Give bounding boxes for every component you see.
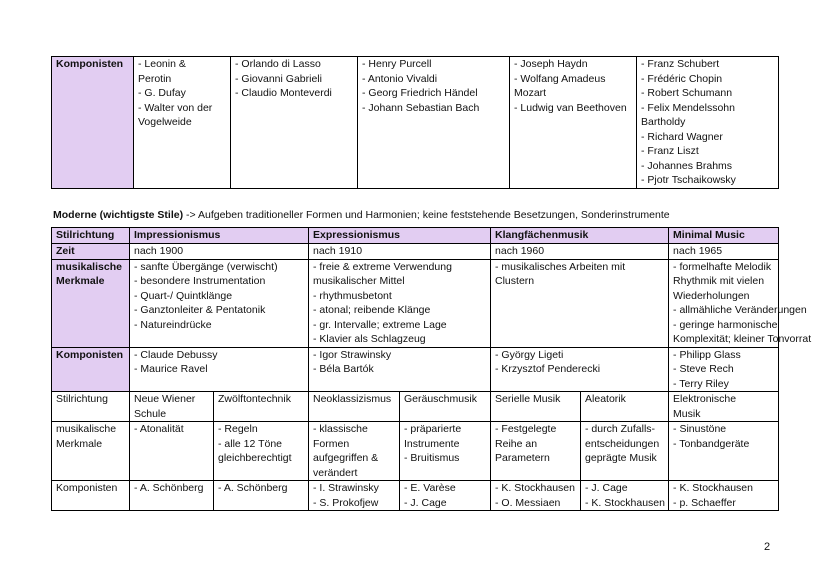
merkmal-line: gleichberechtigt — [218, 452, 292, 464]
merkmal-line: aufgegriffen & — [313, 452, 379, 464]
lower-header-cell — [400, 392, 491, 422]
merkmal-line: - präparierte — [404, 423, 462, 435]
composer-line: - Robert Schumann — [641, 87, 733, 99]
merkmal-line: musikalischer Mittel — [313, 275, 405, 287]
merkmal-line: geprägte Musik — [585, 452, 657, 464]
composer-line: - Richard Wagner — [641, 130, 723, 143]
lower-header-line: Zwölftontechnik — [218, 393, 291, 405]
lower-header-line: Neoklassizismus — [313, 393, 392, 405]
merkmal-line: Formen — [313, 437, 350, 450]
merkmal-line: - Regeln — [218, 423, 258, 435]
lower-merkmale-row — [52, 422, 779, 481]
modern-heading-description: -> Aufgeben traditioneller Formen und Harmonien; keine feststehende Besetzungen, Sonderinstrumente — [183, 209, 670, 221]
merkmale-label-line: musikalische — [56, 423, 117, 435]
lower-header-line: Aleatorik — [585, 393, 626, 405]
lower-komponisten-cell — [491, 481, 581, 511]
merkmal-line: - Klavier als Schlagzeug — [313, 333, 426, 345]
merkmale-label-line: Merkmale — [56, 437, 103, 450]
composer-line: - Franz Schubert — [641, 58, 720, 70]
merkmal-line: Reihe an — [495, 437, 538, 450]
lower-header-line: Musik — [673, 407, 701, 420]
zeit-cell: nach 1910 — [309, 243, 491, 259]
lower-merkmale-label — [52, 422, 130, 481]
merkmal-line: - Bruitismus — [404, 452, 460, 464]
modern-heading-title: Moderne (wichtigste Stile) — [53, 209, 184, 221]
merkmale-label-line: Merkmale — [56, 275, 105, 287]
merkmal-line: entscheidungen — [585, 437, 660, 450]
composer-line: - K. Stockhausen — [673, 482, 753, 494]
merkmal-line: - Quart-/ Quintklänge — [134, 289, 233, 302]
composer-line: - Antonio Vivaldi — [362, 72, 438, 85]
merkmale-cell — [491, 259, 669, 347]
composer-line: - Claudio Monteverdi — [235, 87, 332, 99]
lower-merkmale-cell — [669, 422, 779, 481]
composer-line: Mozart — [514, 87, 547, 99]
lower-head-row — [52, 392, 779, 422]
lower-merkmale-cell — [130, 422, 214, 481]
merkmal-line: - Atonalität — [134, 423, 184, 435]
merkmal-line: - durch Zufalls- — [585, 423, 656, 435]
lower-komponisten-cell — [130, 481, 214, 511]
composers-table — [51, 56, 779, 189]
merkmal-line: - musikalisches Arbeiten mit — [495, 260, 626, 273]
composer-line: Bartholdy — [641, 116, 686, 128]
komponisten-cell — [491, 347, 669, 392]
lower-header-cell — [130, 392, 214, 422]
page-number: 2 — [764, 541, 771, 553]
zeit-cell: nach 1965 — [669, 243, 779, 259]
composer-line: - O. Messiaen — [495, 496, 561, 509]
composers-cell — [231, 57, 358, 189]
composer-line: - G. Dufay — [138, 87, 186, 99]
composers-cell — [134, 57, 231, 189]
zeit-label: Zeit — [52, 243, 130, 259]
modern-heading — [53, 208, 670, 223]
composer-line: - György Ligeti — [495, 348, 564, 361]
merkmal-line: - klassische — [313, 423, 368, 435]
merkmale-cell — [130, 259, 309, 347]
lower-header-cell — [214, 392, 309, 422]
composer-line: - Georg Friedrich Händel — [362, 87, 478, 99]
merkmal-line: - rhythmusbetont — [313, 289, 392, 302]
composer-line: - Johannes Brahms — [641, 159, 733, 172]
lower-komponisten-cell — [669, 481, 779, 511]
header-cell: Stilrichtung — [52, 228, 130, 244]
lower-header-line: Serielle Musik — [495, 393, 561, 405]
lower-header-cell — [491, 392, 581, 422]
merkmal-line: - Tonbandgeräte — [673, 437, 750, 450]
merkmal-line: - Natureindrücke — [134, 318, 212, 331]
composer-line: - Leonin & — [138, 58, 186, 70]
composers-cell — [637, 57, 779, 189]
composer-line: - Giovanni Gabrieli — [235, 72, 322, 85]
composer-line: - I. Strawinsky — [313, 482, 379, 494]
merkmal-line: - sanfte Übergänge (verwischt) — [134, 260, 278, 273]
merkmal-line: Komplexität; kleiner Tonvorrat — [673, 333, 812, 345]
merkmal-line: - freie & extreme Verwendung — [313, 260, 452, 273]
composer-line: - Felix Mendelssohn — [641, 101, 735, 114]
merkmal-line: - atonal; reibende Klänge — [313, 304, 431, 316]
lower-merkmale-cell — [214, 422, 309, 481]
modern-styles-table — [51, 227, 812, 511]
composer-line: - Joseph Haydn — [514, 58, 588, 70]
composers-cell — [510, 57, 637, 189]
composer-line: - Pjotr Tschaikowsky — [641, 174, 736, 186]
lower-header-line: Schule — [134, 407, 167, 420]
composer-line: - Johann Sebastian Bach — [362, 101, 480, 114]
lower-merkmale-cell — [581, 422, 669, 481]
composer-line: - E. Varèse — [404, 482, 456, 494]
composer-line: - Frédéric Chopin — [641, 72, 723, 85]
merkmal-line: - allmähliche Veränderungen — [673, 304, 807, 316]
composers-cell — [358, 57, 510, 189]
composer-line: - Ludwig van Beethoven — [514, 101, 627, 114]
merkmale-row — [52, 259, 779, 347]
composer-line: - Igor Strawinsky — [313, 348, 392, 361]
zeit-row — [52, 243, 779, 259]
merkmal-line: - besondere Instrumentation — [134, 275, 266, 287]
komponisten-cell — [130, 347, 309, 392]
composer-line: - p. Schaeffer — [673, 496, 736, 509]
composer-line: - A. Schönberg — [134, 482, 204, 494]
composer-line: - K. Stockhausen — [585, 496, 665, 509]
komponisten-cell — [669, 347, 779, 392]
merkmal-line: - gr. Intervalle; extreme Lage — [313, 318, 447, 331]
header-cell: Klangfächenmusik — [491, 228, 669, 244]
lower-header-label: Stilrichtung — [52, 392, 130, 422]
merkmal-line: - alle 12 Töne — [218, 437, 283, 450]
composer-line: - K. Stockhausen — [495, 482, 575, 494]
merkmale-cell — [309, 259, 491, 347]
lower-header-cell — [581, 392, 669, 422]
composer-line: - Terry Riley — [673, 377, 729, 390]
komponisten-label: Komponisten — [52, 347, 130, 392]
merkmal-line: - Ganztonleiter & Pentatonik — [134, 304, 266, 316]
composer-line: - Orlando di Lasso — [235, 58, 321, 70]
composer-line: - Krzysztof Penderecki — [495, 363, 601, 375]
modern-head-row — [52, 228, 779, 244]
lower-merkmale-cell — [491, 422, 581, 481]
lower-komponisten-cell — [581, 481, 669, 511]
lower-merkmale-cell — [400, 422, 491, 481]
komponisten-row — [52, 347, 779, 392]
composer-line: - Wolfang Amadeus — [514, 72, 606, 85]
composer-line: Perotin — [138, 72, 172, 85]
lower-komponisten-row — [52, 481, 779, 511]
composer-line: - J. Cage — [585, 482, 628, 494]
merkmale-label — [52, 259, 130, 347]
zeit-cell: nach 1960 — [491, 243, 669, 259]
composer-line: Vogelweide — [138, 116, 192, 128]
lower-merkmale-cell — [309, 422, 400, 481]
composer-line: - A. Schönberg — [218, 482, 288, 494]
merkmal-line: verändert — [313, 466, 358, 479]
composer-line: - Béla Bartók — [313, 363, 374, 375]
lower-header-cell — [669, 392, 779, 422]
lower-header-cell — [309, 392, 400, 422]
merkmal-line: - formelhafte Melodik — [673, 260, 772, 273]
merkmal-line: Wiederholungen — [673, 289, 750, 302]
merkmale-label-line: musikalische — [56, 260, 122, 273]
composer-line: - J. Cage — [404, 496, 447, 509]
composer-line: - S. Prokofjew — [313, 496, 379, 509]
merkmal-line: Rhythmik mit vielen — [673, 275, 765, 287]
composer-line: - Steve Rech — [673, 363, 734, 375]
composer-line: - Walter von der — [138, 101, 213, 114]
composers-row — [52, 57, 779, 189]
composer-line: - Henry Purcell — [362, 58, 432, 70]
composers-label: Komponisten — [52, 57, 134, 189]
lower-header-line: Elektronische — [673, 393, 737, 405]
composer-line: - Franz Liszt — [641, 145, 699, 157]
lower-header-line: Geräuschmusik — [404, 393, 477, 405]
lower-komponisten-cell — [214, 481, 309, 511]
lower-komponisten-cell — [400, 481, 491, 511]
composer-line: - Maurice Ravel — [134, 363, 208, 375]
composer-line: - Claude Debussy — [134, 348, 218, 361]
merkmal-line: - Sinustöne — [673, 423, 727, 435]
komponisten-cell — [309, 347, 491, 392]
merkmale-cell — [669, 259, 812, 347]
lower-komponisten-cell — [309, 481, 400, 511]
merkmal-line: - Festgelegte — [495, 423, 557, 435]
merkmal-line: - geringe harmonische — [673, 318, 778, 331]
lower-header-line: Neue Wiener — [134, 393, 196, 405]
merkmal-line: Instrumente — [404, 437, 460, 450]
merkmal-line: Clustern — [495, 275, 535, 287]
header-cell: Expressionismus — [309, 228, 491, 244]
header-cell: Impressionismus — [130, 228, 309, 244]
zeit-cell: nach 1900 — [130, 243, 309, 259]
lower-komponisten-label: Komponisten — [52, 481, 130, 511]
header-cell: Minimal Music — [669, 228, 779, 244]
merkmal-line: Parametern — [495, 452, 550, 464]
composer-line: - Philipp Glass — [673, 348, 741, 361]
